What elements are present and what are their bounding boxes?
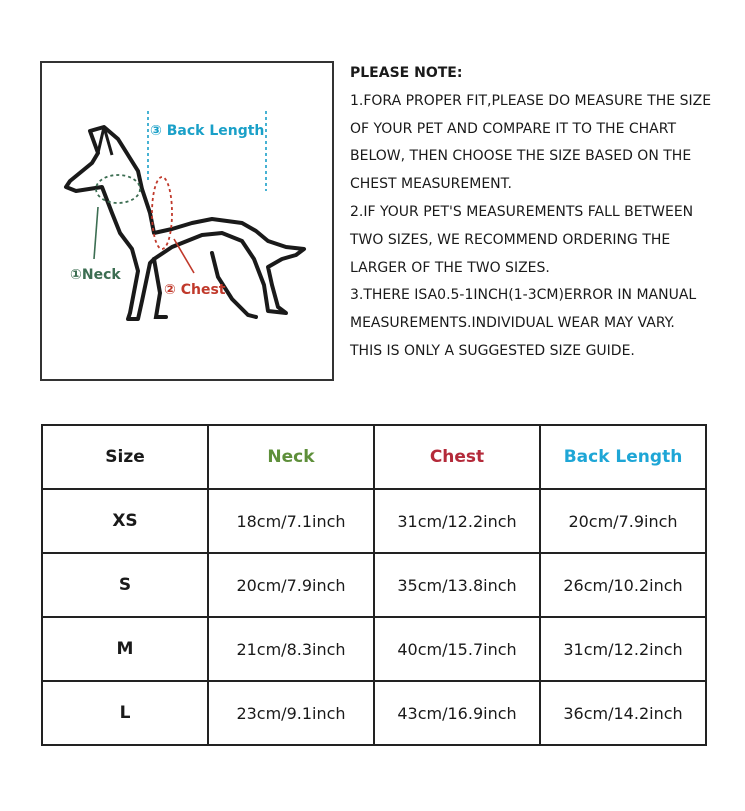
header-chest: Chest: [374, 425, 540, 489]
size-note: [350, 60, 730, 366]
back-length-cell: 36cm/14.2inch: [540, 681, 706, 745]
header-neck: Neck: [208, 425, 374, 489]
chest-cell: 43cm/16.9inch: [374, 681, 540, 745]
neck-cell: 21cm/8.3inch: [208, 617, 374, 681]
size-cell: S: [42, 553, 208, 617]
note-line: 2.IF YOUR PET'S MEASUREMENTS FALL BETWEEN: [350, 203, 694, 220]
measurement-diagram: [40, 61, 334, 381]
table-row: [42, 617, 706, 681]
chest-cell: 35cm/13.8inch: [374, 553, 540, 617]
header-size: Size: [42, 425, 208, 489]
dog-outline-illustration: [42, 63, 332, 379]
note-line: CHEST MEASUREMENT.: [350, 176, 512, 193]
note-title: PLEASE NOTE:: [350, 65, 463, 81]
size-cell: M: [42, 617, 208, 681]
note-line: THIS IS ONLY A SUGGESTED SIZE GUIDE.: [350, 342, 635, 359]
back-length-label: ③ Back Length: [150, 123, 265, 139]
table-row: [42, 489, 706, 553]
table-row: [42, 681, 706, 745]
neck-cell: 23cm/9.1inch: [208, 681, 374, 745]
note-line: 3.THERE ISA0.5-1INCH(1-3CM)ERROR IN MANUAL: [350, 287, 697, 304]
neck-cell: 18cm/7.1inch: [208, 489, 374, 553]
size-cell: XS: [42, 489, 208, 553]
back-length-cell: 31cm/12.2inch: [540, 617, 706, 681]
note-line: 1.FORA PROPER FIT,PLEASE DO MEASURE THE SIZE: [350, 92, 712, 109]
size-chart-table: [41, 424, 707, 746]
neck-pointer-line: [94, 207, 98, 259]
chest-label: ② Chest: [164, 282, 226, 298]
table-row: [42, 553, 706, 617]
chest-cell: 40cm/15.7inch: [374, 617, 540, 681]
neck-label: ①Neck: [70, 267, 121, 283]
table-header-row: [42, 425, 706, 489]
size-cell: L: [42, 681, 208, 745]
chest-cell: 31cm/12.2inch: [374, 489, 540, 553]
note-line: OF YOUR PET AND COMPARE IT TO THE CHART: [350, 120, 677, 137]
note-line: BELOW, THEN CHOOSE THE SIZE BASED ON THE: [350, 148, 692, 165]
neck-cell: 20cm/7.9inch: [208, 553, 374, 617]
note-line: MEASUREMENTS.INDIVIDUAL WEAR MAY VARY.: [350, 315, 675, 332]
header-back-length: Back Length: [540, 425, 706, 489]
back-length-cell: 26cm/10.2inch: [540, 553, 706, 617]
note-line: TWO SIZES, WE RECOMMEND ORDERING THE: [350, 231, 671, 248]
note-line: LARGER OF THE TWO SIZES.: [350, 259, 550, 276]
back-length-cell: 20cm/7.9inch: [540, 489, 706, 553]
chest-measure-ring: [152, 177, 172, 249]
